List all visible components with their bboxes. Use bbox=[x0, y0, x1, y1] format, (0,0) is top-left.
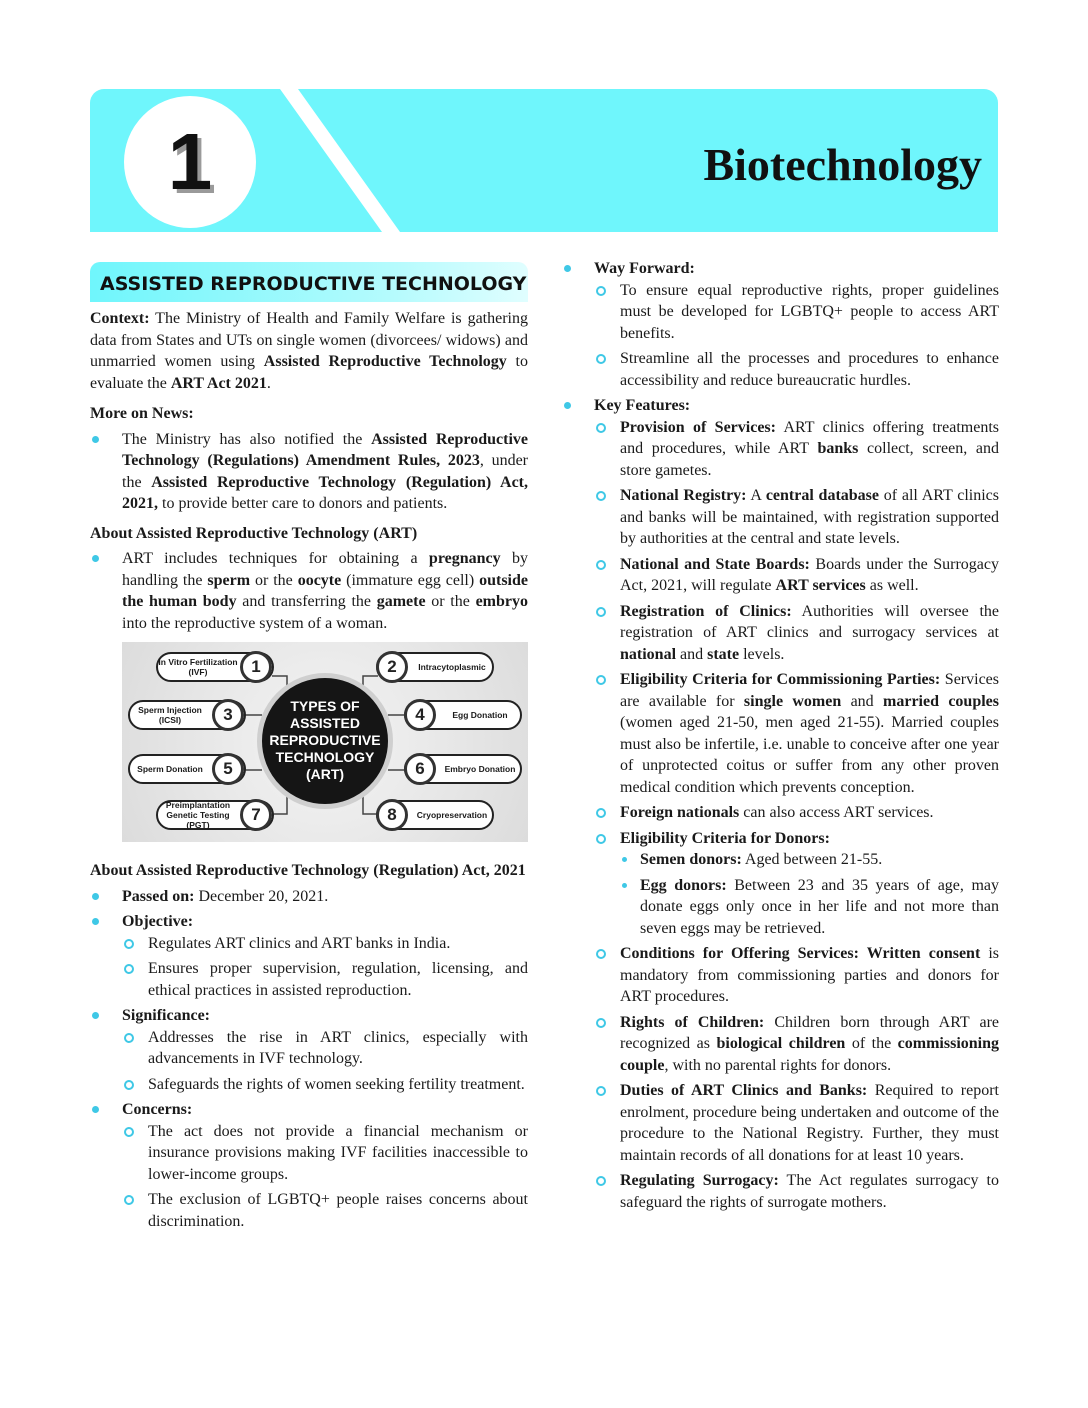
more-news-heading: More on News: bbox=[90, 405, 194, 422]
list-item: Regulates ART clinics and ART banks in India. bbox=[122, 933, 528, 955]
list-item: Semen donors: Aged between 21-55. bbox=[620, 849, 999, 871]
about-art-heading: About Assisted Reproductive Technology (ART) bbox=[90, 524, 418, 542]
art-type-number-5: 5 bbox=[212, 753, 244, 785]
art-type-number-4: 4 bbox=[404, 699, 436, 731]
list-item: Passed on: December 20, 2021. bbox=[90, 886, 528, 908]
art-type-number-7: 7 bbox=[240, 799, 272, 831]
art-type-7: Preimplantation Genetic Testing (PGT) bbox=[156, 800, 274, 830]
list-item: The act does not provide a financial mechanism or insurance provisions making IVF facilities inaccessible to lower-income groups. bbox=[122, 1121, 528, 1186]
list-item: National Registry: A central database of all ART clinics and banks will be maintained, with registration supported by authorities at the central and state levels. bbox=[594, 485, 999, 550]
list-item: Eligibility Criteria for Donors: Semen donors: Aged between 21-55. Egg donors: Between 23 and 35 years of age, may donate eggs only once in her life and not more than seven eggs may be retrieved. bbox=[594, 828, 999, 940]
list-item: To ensure equal reproductive rights, proper guidelines must be developed for LGBTQ+ people to access ART benefits. bbox=[594, 280, 999, 345]
list-item: ART includes techniques for obtaining a pregnancy by handling the sperm or the oocyte (immature egg cell) outside the human body and transferring the gamete or the embryo into the reproductive system of a woman. bbox=[90, 548, 528, 634]
art-type-number-1: 1 bbox=[240, 651, 272, 683]
list-item: Egg donors: Between 23 and 35 years of age, may donate eggs only once in her life and not more than seven eggs may be retrieved. bbox=[620, 875, 999, 940]
art-types-infographic bbox=[122, 642, 528, 842]
list-item: Conditions for Offering Services: Written consent is mandatory from commissioning parties and donors for ART procedures. bbox=[594, 943, 999, 1008]
list-item: Key Features: Provision of Services: ART clinics offering treatments and procedures, while ART banks collect, screen, and store gametes. National Registry: A central database of all ART clinics and banks will be maintained, with registration supported by authorities at the central and state levels. National and State Boards: Boards under the Surrogacy Act, 2021, will regulate ART services as well. Registration of Clinics: Authorities will oversee the registration of ART clinics and surrogacy services at national and state levels. Eligibility Criteria for Commissioning Parties: Services are available for single women and married couples (women aged 21-50, men aged 21-55). Married couples must also be infertile, i.e. unable to conceive after one year of unprotected coitus or suffer from any other proven medical condition which prevents conception. Foreign nationals can also access ART services. Eligibility Criteria for Donors: Semen donors: Aged between 21-55. Egg donors: Between 23 and 35 years of age, may donate eggs only once in her life and not more than seven eggs may be retrieved. Conditions for Offering Services: Written consent is mandatory from commissioning parties and donors for ART procedures. Rights of Children: Children born through ART are recognized as biological children of the commissioning couple, with no parental rights for donors. Duties of ART Clinics and Banks: Required to report enrolment, procedure being undertaken and outcome of the procedure to the National Registry. Further, they must maintain records of all donations for at least 10 years. Regulating Surrogacy: The Act regulates surrogacy to safeguard the rights of surrogate mothers. bbox=[562, 395, 999, 1213]
list-item: Regulating Surrogacy: The Act regulates surrogacy to safeguard the rights of surrogate mothers. bbox=[594, 1170, 999, 1213]
right-list bbox=[562, 258, 999, 1213]
art-list bbox=[90, 548, 528, 634]
list-item: Objective: Regulates ART clinics and ART banks in India. Ensures proper supervision, regulation, licensing, and ethical practices in assisted reproduction. bbox=[90, 911, 528, 1001]
art-type-number-8: 8 bbox=[376, 799, 408, 831]
list-item: Provision of Services: ART clinics offering treatments and procedures, while ART banks collect, screen, and store gametes. bbox=[594, 417, 999, 482]
act-heading: About Assisted Reproductive Technology (Regulation) Act, 2021 bbox=[90, 862, 526, 879]
list-item: National and State Boards: Boards under the Surrogacy Act, 2021, will regulate ART services as well. bbox=[594, 554, 999, 597]
chapter-number: 1 bbox=[167, 117, 213, 206]
list-item: Rights of Children: Children born through ART are recognized as biological children of the commissioning couple, with no parental rights for donors. bbox=[594, 1012, 999, 1077]
art-type-3: Sperm Injection (ICSI) bbox=[128, 700, 246, 730]
list-item: Streamline all the processes and procedures to enhance accessibility and reduce bureaucratic hurdles. bbox=[594, 348, 999, 391]
left-column bbox=[90, 258, 528, 1236]
donor-criteria-list bbox=[620, 849, 999, 939]
art-type-number-6: 6 bbox=[404, 753, 436, 785]
art-type-number-2: 2 bbox=[376, 651, 408, 683]
list-item: Way Forward: To ensure equal reproductive rights, proper guidelines must be developed for LGBTQ+ people to access ART benefits. Streamline all the processes and procedures to enhance accessibility and reduce bureaucratic hurdles. bbox=[562, 258, 999, 391]
list-item: Eligibility Criteria for Commissioning Parties: Services are available for single women and married couples (women aged 21-50, men aged 21-55). Married couples must also be infertile, i.e. unable to conceive after one year of unprotected coitus or suffer from any other proven medical condition which prevents conception. bbox=[594, 669, 999, 798]
art-type-4: Egg Donation bbox=[404, 700, 522, 730]
way-forward-list bbox=[594, 280, 999, 392]
right-column bbox=[562, 258, 999, 1217]
act-list bbox=[90, 886, 528, 1233]
art-type-5: Sperm Donation bbox=[128, 754, 246, 784]
significance-list bbox=[122, 1027, 528, 1096]
infographic-center-title: TYPES OF ASSISTED REPRODUCTIVE TECHNOLOGY (ART) bbox=[269, 698, 381, 782]
concerns-list bbox=[122, 1121, 528, 1233]
list-item: Significance: Addresses the rise in ART clinics, especially with advancements in IVF technology. Safeguards the rights of women seeking fertility treatment. bbox=[90, 1005, 528, 1095]
art-type-number-3: 3 bbox=[212, 699, 244, 731]
section-heading: ASSISTED REPRODUCTIVE TECHNOLOGY bbox=[90, 262, 528, 302]
news-list bbox=[90, 429, 528, 515]
list-item: Concerns: The act does not provide a financial mechanism or insurance provisions making IVF facilities inaccessible to lower-income groups. The exclusion of LGBTQ+ people raises concerns about discrimination. bbox=[90, 1099, 528, 1232]
list-item: Addresses the rise in ART clinics, especially with advancements in IVF technology. bbox=[122, 1027, 528, 1070]
list-item: Foreign nationals can also access ART services. bbox=[594, 802, 999, 824]
list-item: Safeguards the rights of women seeking fertility treatment. bbox=[122, 1074, 528, 1096]
objective-list bbox=[122, 933, 528, 1002]
key-features-list bbox=[594, 417, 999, 1214]
art-type-8: Cryopreservation bbox=[376, 800, 494, 830]
art-type-6: Embryo Donation bbox=[404, 754, 522, 784]
list-item: The exclusion of LGBTQ+ people raises concerns about discrimination. bbox=[122, 1189, 528, 1232]
list-item: Duties of ART Clinics and Banks: Required to report enrolment, procedure being undertaken and outcome of the procedure to the National Registry. Further, they must maintain records of all donations for at least 10 years. bbox=[594, 1080, 999, 1166]
chapter-title: Biotechnology bbox=[703, 139, 982, 190]
list-item: The Ministry has also notified the Assisted Reproductive Technology (Regulations) Amendment Rules, 2023, under the Assisted Reproductive Technology (Regulation) Act, 2021, to provide better care to donors and patients. bbox=[90, 429, 528, 515]
context-paragraph: Context: The Ministry of Health and Family Welfare is gathering data from States and UTs on single women (divorcees/ widows) and unmarried women using Assisted Reproductive Technology to evaluate the ART Act 2021. bbox=[90, 310, 528, 392]
art-type-1: In Vitro Fertilization (IVF) bbox=[156, 652, 274, 682]
list-item: Ensures proper supervision, regulation, licensing, and ethical practices in assisted reproduction. bbox=[122, 958, 528, 1001]
art-type-2: Intracytoplasmic bbox=[376, 652, 494, 682]
list-item: Registration of Clinics: Authorities will oversee the registration of ART clinics and surrogacy services at national and state levels. bbox=[594, 601, 999, 666]
